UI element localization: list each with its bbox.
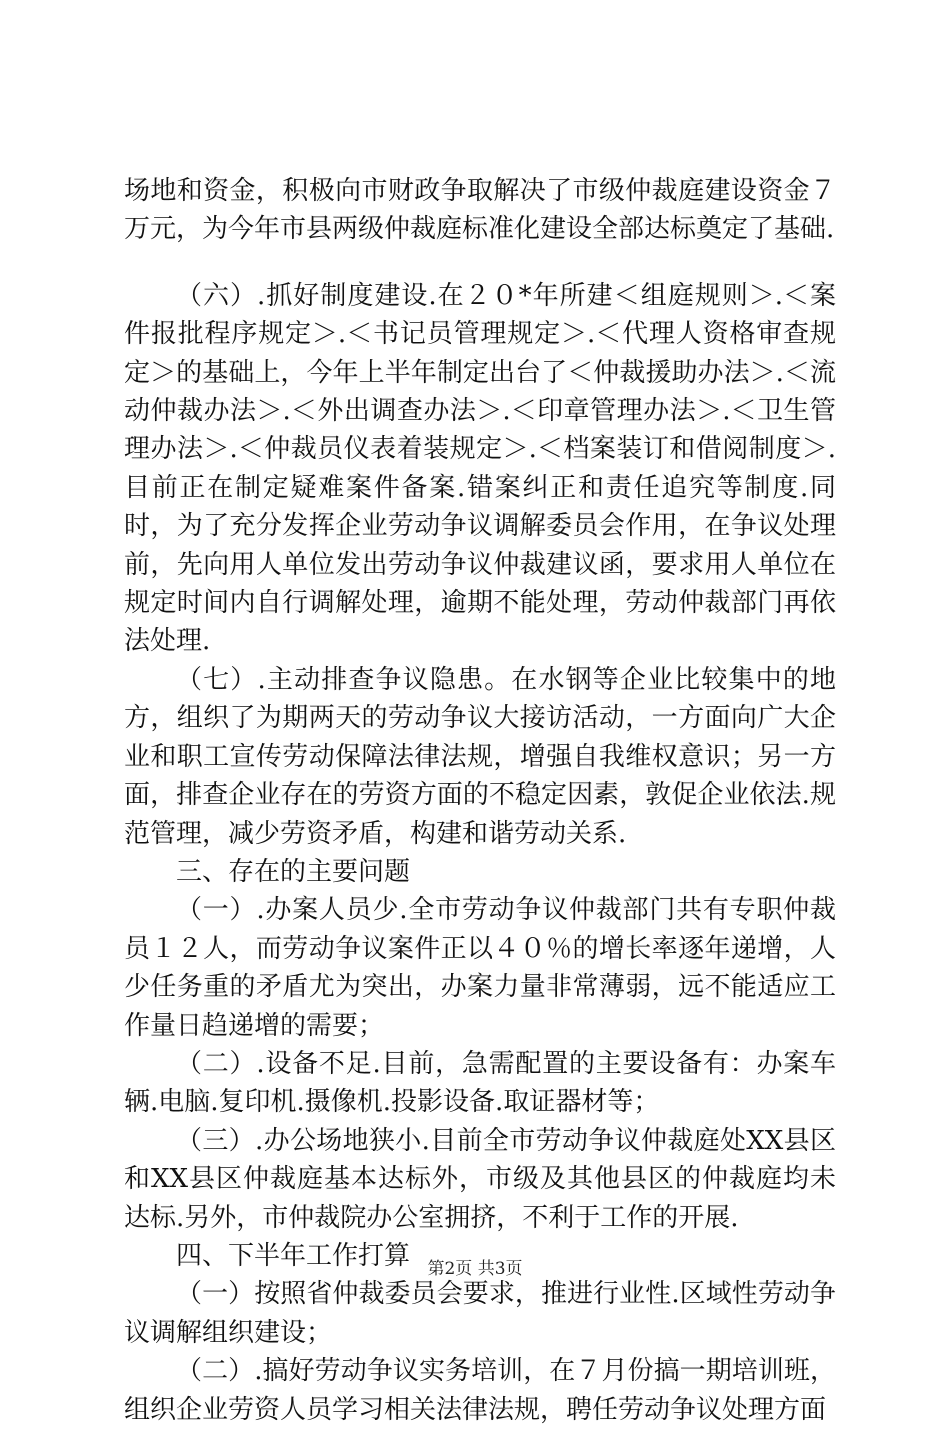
document-body bbox=[124, 172, 836, 1429]
paragraph-funding: 场地和资金，积极向市财政争取解决了市级仲裁庭建设资金７万元，为今年市县两级仲裁庭标准化建设全部达标奠定了基础. bbox=[124, 176, 836, 245]
paragraph-system-building: （六）.抓好制度建设.在２０*年所建＜组庭规则＞.＜案件报批程序规定＞.＜书记员管理规定＞.＜代理人资格审查规定＞的基础上，今年上半年制定出台了＜仲裁援助办法＞.＜流动仲裁办法＞.＜外出调查办法＞.＜印章管理办法＞.＜卫生管理办法＞.＜仲裁员仪表着装规定＞.＜档案装订和借阅制度＞.目前正在制定疑难案件备案.错案纠正和责任追究等制度.同时，为了充分发挥企业劳动争议调解委员会作用，在争议处理前，先向用人单位发出劳动争议仲裁建议函，要求用人单位在规定时间内自行调解处理，逾期不能处理，劳动仲裁部门再依法处理. bbox=[124, 280, 836, 657]
paragraph-office-space: （三）.办公场地狭小.目前全市劳动争议仲裁庭处XX县区和XX县区仲裁庭基本达标外，市级及其他县区的仲裁庭均未达标.另外，市仲裁院办公室拥挤，不利于工作的开展. bbox=[124, 1125, 836, 1233]
paragraph-plan-mediation: （一）按照省仲裁委员会要求，推进行业性.区域性劳动争议调解组织建设； bbox=[124, 1279, 836, 1348]
section-heading-plans: 四、下半年工作打算 bbox=[176, 1240, 411, 1271]
paragraph-equipment-shortage: （二）.设备不足.目前，急需配置的主要设备有：办案车辆.电脑.复印机.摄像机.投影设备.取证器材等； bbox=[124, 1048, 836, 1118]
paragraph-dispute-screening: （七）.主动排查争议隐患。在水钢等企业比较集中的地方，组织了为期两天的劳动争议大接访活动，一方面向广大企业和职工宣传劳动保障法律法规，增强自我维权意识；另一方面，排查企业存在的劳资方面的不稳定因素，敦促企业依法.规范管理，减少劳资矛盾，构建和谐劳动关系. bbox=[124, 664, 836, 849]
section-heading-problems: 三、存在的主要问题 bbox=[176, 856, 411, 887]
paragraph-plan-training: （二）.搞好劳动争议实务培训，在７月份搞一期培训班，组织企业劳资人员学习相关法律法规，聘任劳动争议处理方面 bbox=[124, 1356, 836, 1425]
paragraph-staff-shortage: （一）.办案人员少.全市劳动争议仲裁部门共有专职仲裁员１２人，而劳动争议案件正以４０％的增长率逐年递增，人少任务重的矛盾尤为突出，办案力量非常薄弱，远不能适应工作量日趋递增的需要； bbox=[124, 895, 836, 1041]
page-number-footer: 第2页 共3页 bbox=[427, 1259, 523, 1279]
